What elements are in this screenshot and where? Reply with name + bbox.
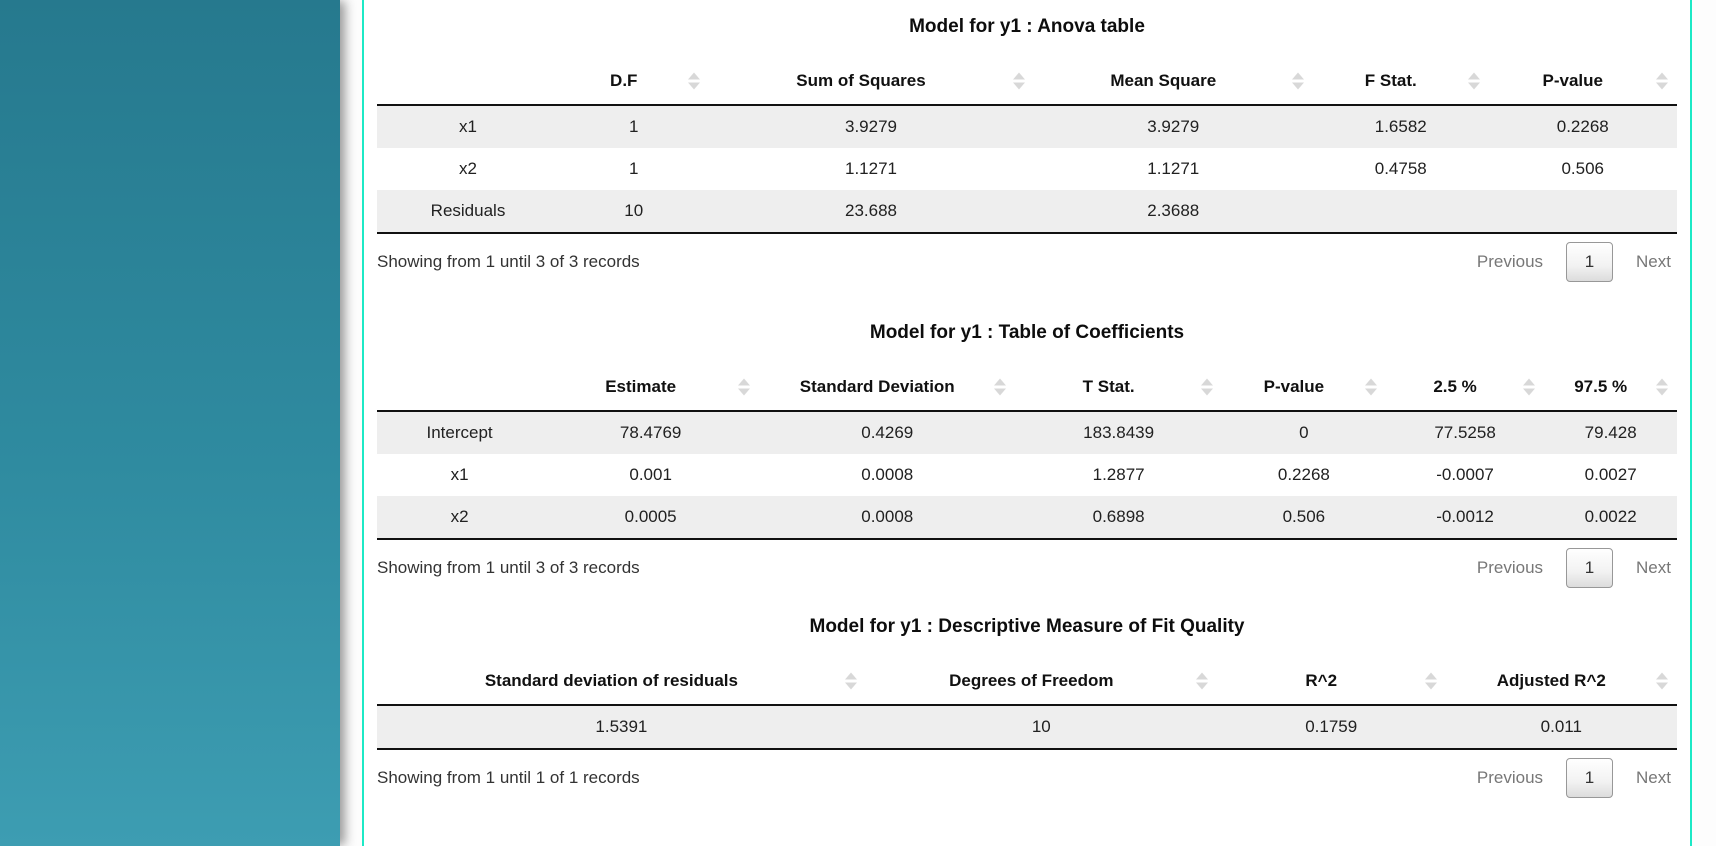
sort-down-arrow-icon [1656, 83, 1668, 90]
sort-down-arrow-icon [845, 683, 857, 690]
sort-down-arrow-icon [994, 389, 1006, 396]
content-panel [362, 0, 1692, 846]
sort-up-arrow-icon [1196, 673, 1208, 680]
column-header-label: D.F [610, 71, 638, 90]
table-footer [377, 758, 1677, 798]
table-header [377, 658, 1677, 705]
records-summary: Showing from 1 until 3 of 3 records [377, 558, 640, 577]
previous-button[interactable]: Previous [1476, 558, 1544, 577]
column-header[interactable] [1222, 364, 1386, 411]
table-cell: -0.0007 [1436, 465, 1494, 484]
column-header[interactable] [377, 658, 866, 705]
sort-up-arrow-icon [1656, 379, 1668, 386]
table-block-1 [377, 0, 1677, 282]
page-number-button[interactable]: 1 [1566, 548, 1613, 588]
sort-down-arrow-icon [1468, 83, 1480, 90]
sort-up-arrow-icon [1201, 379, 1213, 386]
sidebar [0, 0, 340, 846]
data-table [377, 364, 1677, 540]
sort-up-arrow-icon [1013, 73, 1025, 80]
table-row [377, 496, 1677, 539]
sort-up-arrow-icon [1523, 379, 1535, 386]
sort-down-arrow-icon [1013, 83, 1025, 90]
table-header [377, 364, 1677, 411]
column-header[interactable] [866, 658, 1217, 705]
sort-both-icon[interactable] [1196, 673, 1208, 690]
column-header-label: Standard deviation of residuals [484, 671, 738, 690]
next-button[interactable]: Next [1636, 558, 1671, 577]
sort-up-arrow-icon [1292, 73, 1304, 80]
table-cell [1489, 190, 1678, 233]
table-cell: 0.6898 [1092, 507, 1145, 526]
sort-down-arrow-icon [1196, 683, 1208, 690]
pagination [1471, 242, 1677, 282]
column-header-empty [377, 364, 542, 411]
table-header [377, 58, 1677, 105]
table-footer [377, 548, 1677, 588]
page-number-button[interactable]: 1 [1566, 758, 1613, 798]
table-cell: 1 [629, 117, 639, 136]
table-cell [1313, 190, 1489, 233]
sort-up-arrow-icon [738, 379, 750, 386]
sort-up-arrow-icon [1365, 379, 1377, 386]
column-header[interactable] [1034, 58, 1314, 105]
sort-both-icon[interactable] [1523, 379, 1535, 396]
column-header[interactable] [759, 364, 1015, 411]
table-cell: 183.8439 [1083, 423, 1155, 442]
sort-both-icon[interactable] [1013, 73, 1025, 90]
column-header[interactable] [1217, 658, 1446, 705]
table-cell: 1.5391 [595, 717, 648, 736]
column-header-label: Standard Deviation [799, 377, 955, 396]
column-header-label: Sum of Squares [796, 71, 926, 90]
table-cell: 0.4269 [861, 423, 914, 442]
table-cell: 0.0008 [861, 465, 914, 484]
sort-down-arrow-icon [1523, 389, 1535, 396]
column-header[interactable] [1446, 658, 1677, 705]
table-cell: 1 [629, 159, 639, 178]
next-button[interactable]: Next [1636, 768, 1671, 787]
table-body [377, 705, 1677, 749]
column-header-label: F Stat. [1364, 71, 1417, 90]
table-cell: 23.688 [845, 201, 897, 220]
column-header-label: 2.5 % [1433, 377, 1477, 396]
table-cell: 0.506 [1282, 507, 1326, 526]
table-row [377, 105, 1677, 148]
table-cell: 2.3688 [1147, 201, 1200, 220]
sort-both-icon[interactable] [845, 673, 857, 690]
sort-both-icon[interactable] [738, 379, 750, 396]
table-cell: 0.011 [1540, 717, 1582, 736]
table-cell: 0.0022 [1584, 507, 1637, 526]
header-row [377, 364, 1677, 411]
table-cell: 0.0008 [861, 507, 914, 526]
results-tables-container [377, 0, 1677, 798]
table-cell: Residuals [430, 201, 506, 220]
column-header-label: R^2 [1305, 671, 1338, 690]
column-header-label: Adjusted R^2 [1496, 671, 1606, 690]
sort-both-icon[interactable] [1201, 379, 1213, 396]
table-cell: x1 [459, 117, 477, 136]
table-cell: 0.0005 [624, 507, 677, 526]
table-block-3 [377, 588, 1677, 798]
column-header[interactable] [1386, 364, 1545, 411]
sort-down-arrow-icon [1656, 389, 1668, 396]
table-cell: 1.1271 [1147, 159, 1200, 178]
pagination [1471, 758, 1677, 798]
sort-both-icon[interactable] [688, 73, 700, 90]
pagination [1471, 548, 1677, 588]
column-header[interactable] [1015, 364, 1222, 411]
table-cell: 1.1271 [845, 159, 897, 178]
table-row [377, 148, 1677, 190]
table-cell: 0.2268 [1277, 465, 1330, 484]
header-row [377, 58, 1677, 105]
table-body [377, 411, 1677, 539]
sort-up-arrow-icon [688, 73, 700, 80]
table-footer [377, 242, 1677, 282]
sort-both-icon[interactable] [1656, 673, 1668, 690]
table-cell: 0.2268 [1556, 117, 1609, 136]
column-header[interactable] [1489, 58, 1678, 105]
sort-down-arrow-icon [1201, 389, 1213, 396]
records-summary: Showing from 1 until 1 of 1 records [377, 768, 640, 787]
table-cell: 1.2877 [1092, 465, 1145, 484]
sort-both-icon[interactable] [1365, 379, 1377, 396]
sort-up-arrow-icon [845, 673, 857, 680]
table-row [377, 190, 1677, 233]
sort-both-icon[interactable] [1656, 73, 1668, 90]
table-cell: 0.4758 [1374, 159, 1427, 178]
sort-up-arrow-icon [1468, 73, 1480, 80]
table-cell: -0.0012 [1436, 507, 1494, 526]
column-header-label: T Stat. [1082, 377, 1135, 396]
table-cell: 0.0027 [1584, 465, 1637, 484]
table-cell: Intercept [426, 423, 493, 442]
column-header-label: Degrees of Freedom [949, 671, 1114, 690]
sort-down-arrow-icon [688, 83, 700, 90]
column-header-empty [377, 58, 559, 105]
table-cell: 77.5258 [1434, 423, 1496, 442]
table-cell: 3.9279 [1147, 117, 1200, 136]
column-header-label: Mean Square [1110, 71, 1217, 90]
table-cell: 79.428 [1584, 423, 1637, 442]
table-cell: 0.001 [629, 465, 672, 484]
sort-both-icon[interactable] [1425, 673, 1437, 690]
table-cell: x2 [459, 159, 477, 178]
table-title: Model for y1 : Descriptive Measure of Fit Quality [809, 616, 1245, 637]
table-row [377, 411, 1677, 454]
sort-up-arrow-icon [1656, 73, 1668, 80]
column-header-label: Estimate [605, 377, 677, 396]
sort-down-arrow-icon [1292, 83, 1304, 90]
table-cell: 0.506 [1561, 159, 1605, 178]
sort-down-arrow-icon [738, 389, 750, 396]
column-header[interactable] [1544, 364, 1677, 411]
table-row [377, 705, 1677, 749]
table-title: Model for y1 : Anova table [909, 16, 1145, 37]
sort-both-icon[interactable] [994, 379, 1006, 396]
table-title: Model for y1 : Table of Coefficients [869, 322, 1185, 343]
table-cell: x2 [450, 507, 469, 526]
column-header-label: 97.5 % [1574, 377, 1628, 396]
sort-down-arrow-icon [1656, 683, 1668, 690]
sort-down-arrow-icon [1425, 683, 1437, 690]
previous-button[interactable]: Previous [1476, 768, 1544, 787]
sort-up-arrow-icon [1656, 673, 1668, 680]
table-cell: 10 [1031, 717, 1051, 736]
previous-button[interactable]: Previous [1476, 252, 1544, 271]
table-cell: 0 [1299, 423, 1309, 442]
table-cell: 0.1759 [1305, 717, 1358, 736]
table-block-2 [377, 282, 1677, 588]
data-table [377, 658, 1677, 750]
column-header[interactable] [559, 58, 709, 105]
column-header-label: P-value [1542, 71, 1603, 90]
column-header-label: P-value [1263, 377, 1325, 396]
header-row [377, 658, 1677, 705]
table-body [377, 105, 1677, 233]
sort-up-arrow-icon [994, 379, 1006, 386]
column-header[interactable] [709, 58, 1034, 105]
sort-both-icon[interactable] [1468, 73, 1480, 90]
page-number-button[interactable]: 1 [1566, 242, 1613, 282]
table-row [377, 454, 1677, 496]
data-table [377, 58, 1677, 234]
table-cell: 10 [624, 201, 644, 220]
column-header[interactable] [542, 364, 759, 411]
sort-both-icon[interactable] [1292, 73, 1304, 90]
table-cell: 3.9279 [845, 117, 897, 136]
next-button[interactable]: Next [1636, 252, 1671, 271]
sort-up-arrow-icon [1425, 673, 1437, 680]
column-header[interactable] [1313, 58, 1489, 105]
table-cell: 1.6582 [1374, 117, 1427, 136]
sort-both-icon[interactable] [1656, 379, 1668, 396]
table-cell: 78.4769 [619, 423, 682, 442]
records-summary: Showing from 1 until 3 of 3 records [377, 252, 640, 271]
sort-down-arrow-icon [1365, 389, 1377, 396]
table-cell: x1 [450, 465, 469, 484]
